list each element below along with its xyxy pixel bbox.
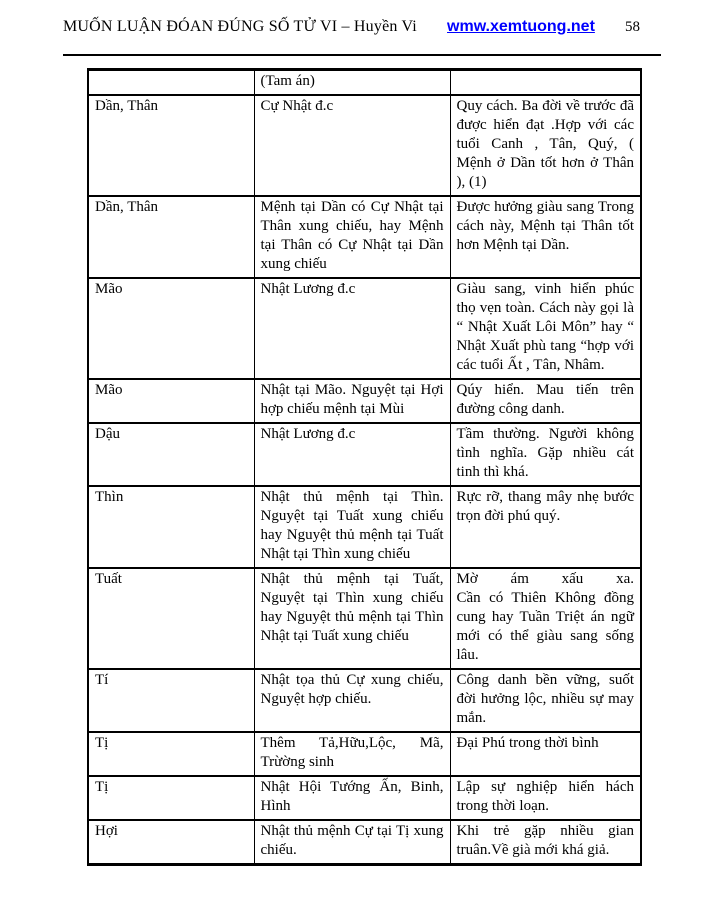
cell-interpretation bbox=[450, 70, 641, 96]
cell-palace: Mão bbox=[88, 278, 254, 379]
cell-palace: Tí bbox=[88, 669, 254, 732]
cell-palace: Dậu bbox=[88, 423, 254, 486]
cell-interpretation: Giàu sang, vinh hiển phúc thọ vẹn toàn. Cách này gọi là “ Nhật Xuất Lôi Môn” hay “ Nhật Xuất phù tang “hợp với các tuổi Ất , Tân, Nhâm. bbox=[450, 278, 641, 379]
table-row bbox=[88, 669, 641, 732]
cell-palace: Tuất bbox=[88, 568, 254, 669]
website-link[interactable]: wmw.xemtuong.net bbox=[447, 18, 595, 35]
cell-paragraph: Thêm Tả,Hữu,Lộc, Mã, bbox=[260, 735, 444, 751]
table-row bbox=[88, 486, 641, 568]
cell-paragraph: Mờ ám xấu xa. bbox=[456, 571, 634, 587]
page-header bbox=[63, 18, 640, 36]
tu-vi-table bbox=[87, 68, 642, 866]
cell-star-combination: Nhật thủ mệnh tại Tuất, Nguyệt tại Thìn xung chiếu hay Nguyệt thủ mệnh tại Thìn Nhật tại Tuất xung chiếu bbox=[254, 568, 450, 669]
table-row bbox=[88, 820, 641, 865]
cell-palace: Hợi bbox=[88, 820, 254, 865]
document-title: MUỐN LUẬN ĐÓAN ĐÚNG SỐ TỬ VI – Huyền Vi bbox=[63, 18, 417, 35]
cell-palace: Tị bbox=[88, 776, 254, 820]
cell-interpretation: Rực rỡ, thang mây nhẹ bước trọn đời phú quý. bbox=[450, 486, 641, 568]
cell-palace: Dần, Thân bbox=[88, 95, 254, 196]
cell-interpretation bbox=[450, 568, 641, 669]
cell-star-combination: Nhật thủ mệnh Cự tại Tị xung chiếu. bbox=[254, 820, 450, 865]
table-row bbox=[88, 776, 641, 820]
cell-interpretation: Được hưởng giàu sang Trong cách này, Mệnh tại Thân tốt hơn Mệnh tại Dần. bbox=[450, 196, 641, 278]
table-row bbox=[88, 568, 641, 669]
cell-star-combination: Nhật tọa thủ Cự xung chiếu, Nguyệt hợp chiếu. bbox=[254, 669, 450, 732]
cell-star-combination: Nhật Hội Tướng Ấn, Binh, Hình bbox=[254, 776, 450, 820]
cell-interpretation: Đại Phú trong thời bình bbox=[450, 732, 641, 776]
cell-star-combination: Nhật thủ mệnh tại Thìn. Nguyệt tại Tuất xung chiếu hay Nguyệt thủ mệnh tại Tuất Nhật tại Thìn xung chiếu bbox=[254, 486, 450, 568]
cell-interpretation: Công danh bền vững, suốt đời hưởng lộc, nhiều sự may mắn. bbox=[450, 669, 641, 732]
cell-interpretation: Tầm thường. Người không tình nghĩa. Gặp nhiều cát tinh thì khá. bbox=[450, 423, 641, 486]
cell-star-combination: (Tam án) bbox=[254, 70, 450, 96]
cell-interpretation: Lập sự nghiệp hiển hách trong thời loạn. bbox=[450, 776, 641, 820]
table-row bbox=[88, 70, 641, 96]
header-divider bbox=[63, 54, 661, 56]
cell-palace: Thìn bbox=[88, 486, 254, 568]
cell-palace: Dần, Thân bbox=[88, 196, 254, 278]
cell-star-combination: Mệnh tại Dần có Cự Nhật tại Thân xung chiếu, hay Mệnh tại Thân có Cự Nhật tại Dần xung chiếu bbox=[254, 196, 450, 278]
table-row bbox=[88, 196, 641, 278]
tu-vi-table-body bbox=[88, 70, 641, 865]
cell-star-combination: Cự Nhật đ.c bbox=[254, 95, 450, 196]
cell-palace: Tị bbox=[88, 732, 254, 776]
table-row bbox=[88, 278, 641, 379]
cell-interpretation: Quy cách. Ba đời về trước đã được hiển đạt .Hợp với các tuổi Canh , Tân, Quý, ( Mệnh ở Dần tốt hơn ở Thân ), (1) bbox=[450, 95, 641, 196]
cell-star-combination bbox=[254, 732, 450, 776]
cell-paragraph: Trừờng sinh bbox=[260, 754, 334, 770]
cell-interpretation: Qúy hiển. Mau tiến trên đường công danh. bbox=[450, 379, 641, 423]
page-number: 58 bbox=[625, 19, 640, 35]
cell-palace: Mão bbox=[88, 379, 254, 423]
cell-palace bbox=[88, 70, 254, 96]
cell-paragraph: Cần có Thiên Không đồng cung hay Tuần Triệt án ngữ mới có thể giàu sang sống lâu. bbox=[456, 590, 634, 663]
table-row bbox=[88, 732, 641, 776]
table-row bbox=[88, 423, 641, 486]
cell-interpretation: Khi trẻ gặp nhiều gian truân.Về già mới khá giả. bbox=[450, 820, 641, 865]
cell-star-combination: Nhật Lương đ.c bbox=[254, 278, 450, 379]
table-row bbox=[88, 379, 641, 423]
table-row bbox=[88, 95, 641, 196]
cell-star-combination: Nhật tại Mão. Nguyệt tại Hợi hợp chiếu mệnh tại Mùi bbox=[254, 379, 450, 423]
cell-star-combination: Nhật Lương đ.c bbox=[254, 423, 450, 486]
